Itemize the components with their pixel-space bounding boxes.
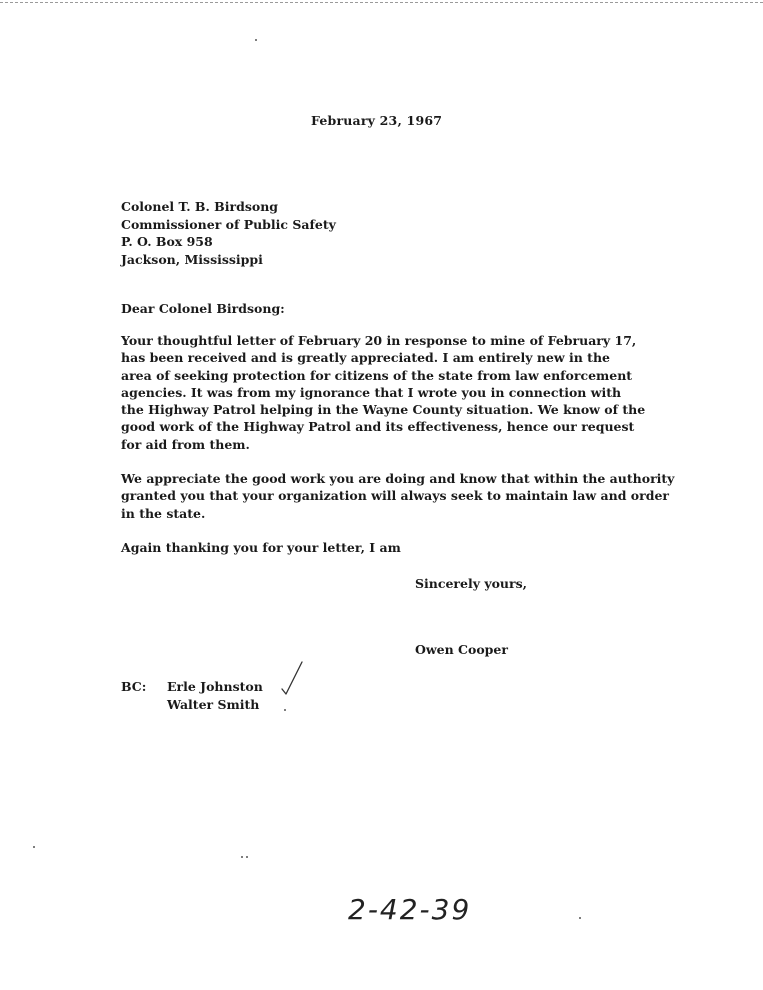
paragraph-line: has been received and is greatly appreciated. I am entirely new in the bbox=[121, 350, 611, 366]
scan-speck bbox=[579, 917, 581, 919]
paragraph-line: granted you that your organization will always seek to maintain law and order bbox=[121, 488, 669, 504]
paragraph-line: Your thoughtful letter of February 20 in response to mine of February 17, bbox=[121, 333, 637, 348]
handwritten-document-number: 2-42-39 bbox=[348, 893, 472, 926]
bc-label: BC: bbox=[121, 679, 147, 694]
paragraph-line: area of seeking protection for citizens of the state from law enforcement bbox=[121, 367, 633, 383]
bc-names bbox=[167, 678, 263, 714]
body-paragraph-1 bbox=[121, 332, 645, 453]
page-top-edge bbox=[0, 2, 763, 3]
paragraph-line: agencies. It was from my ignorance that I wrote you in connection with bbox=[121, 384, 622, 400]
scan-speck bbox=[33, 846, 35, 848]
body-paragraph-2 bbox=[121, 470, 674, 522]
handwritten-checkmark-icon bbox=[278, 660, 308, 700]
bc-name-1: Erle Johnston bbox=[167, 679, 263, 694]
letter-date: February 23, 1967 bbox=[311, 113, 443, 128]
paragraph-line: for aid from them. bbox=[121, 436, 250, 452]
paragraph-line: We appreciate the good work you are doing and know that within the authority bbox=[121, 471, 675, 486]
recipient-box: P. O. Box 958 bbox=[121, 234, 213, 249]
recipient-name: Colonel T. B. Birdsong bbox=[121, 199, 279, 214]
paragraph-line: in the state. bbox=[121, 505, 206, 521]
recipient-address bbox=[121, 198, 336, 268]
paragraph-line: the Highway Patrol helping in the Wayne County situation. We know of the bbox=[121, 402, 646, 418]
scan-speck bbox=[241, 856, 243, 858]
scan-speck bbox=[246, 856, 248, 858]
recipient-city: Jackson, Mississippi bbox=[121, 251, 263, 267]
paragraph-line: good work of the Highway Patrol and its effectiveness, hence our request bbox=[121, 419, 635, 435]
body-paragraph-3 bbox=[121, 539, 401, 556]
bc-name-2: Walter Smith bbox=[167, 697, 260, 712]
scan-speck bbox=[255, 39, 257, 41]
signer-name: Owen Cooper bbox=[415, 642, 508, 657]
scan-speck bbox=[284, 709, 286, 711]
paragraph-line: Again thanking you for your letter, I am bbox=[121, 540, 401, 555]
recipient-title: Commissioner of Public Safety bbox=[121, 216, 336, 232]
salutation: Dear Colonel Birdsong: bbox=[121, 301, 285, 316]
closing: Sincerely yours, bbox=[415, 576, 527, 591]
